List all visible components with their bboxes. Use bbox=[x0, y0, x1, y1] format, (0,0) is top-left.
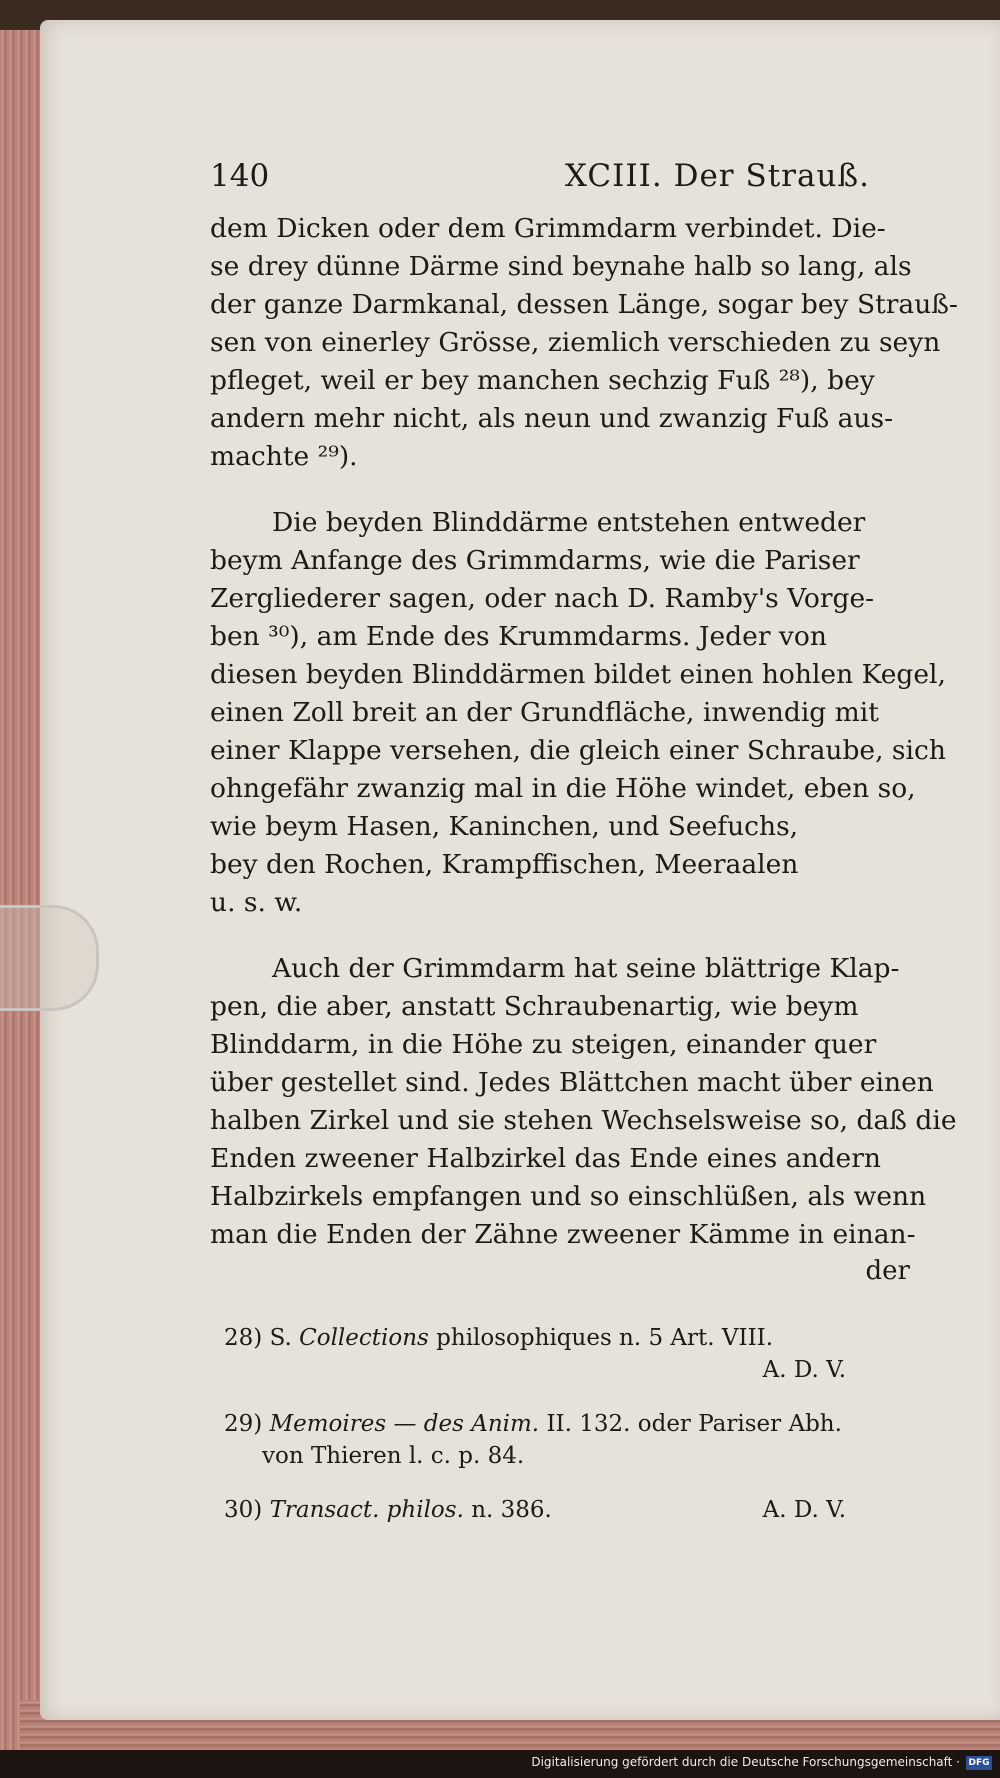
footnote-text: II. 132. oder Pariser Abh. bbox=[546, 1411, 842, 1437]
text-line: Zergliederer sagen, oder nach D. Ramby's Vorge- bbox=[210, 583, 875, 614]
text-line: einer Klappe versehen, die gleich einer Schraube, sich bbox=[210, 735, 946, 766]
paragraph-1 bbox=[210, 210, 958, 476]
footnote-source: Memoires — des Anim. bbox=[269, 1411, 540, 1437]
footnote-29 bbox=[224, 1408, 854, 1472]
footnote-28 bbox=[224, 1322, 854, 1386]
page-number: 140 bbox=[210, 158, 270, 194]
funding-credit: Digitalisierung gefördert durch die Deutsche Forschungsgemeinschaft · bbox=[531, 1755, 960, 1769]
text-line: Halbzirkels empfangen und so einschlüßen, als wenn bbox=[210, 1181, 927, 1212]
text-line: ohngefähr zwanzig mal in die Höhe windet, eben so, bbox=[210, 773, 916, 804]
text-line: ben ³⁰), am Ende des Krummdarms. Jeder von bbox=[210, 621, 827, 652]
digitization-footer bbox=[0, 1750, 1000, 1778]
text-line: pen, die aber, anstatt Schraubenartig, wie beym bbox=[210, 991, 859, 1022]
page-clip bbox=[0, 905, 99, 1011]
text-line: über gestellet sind. Jedes Blättchen macht über einen bbox=[210, 1067, 934, 1098]
page-text bbox=[210, 158, 958, 1286]
running-header bbox=[210, 158, 910, 194]
footnote-source: Transact. philos. bbox=[269, 1497, 464, 1523]
footnote-marker: 28) bbox=[224, 1325, 263, 1351]
footnote-source: Collections bbox=[299, 1325, 429, 1351]
text-line: Auch der Grimmdarm hat seine blättrige Klap- bbox=[272, 953, 900, 984]
text-line: wie beym Hasen, Kaninchen, und Seefuchs, bbox=[210, 811, 799, 842]
text-line: se drey dünne Därme sind beynahe halb so lang, als bbox=[210, 251, 912, 282]
footnote-prefix: S. bbox=[269, 1325, 292, 1351]
running-title: XCIII. Der Strauß. bbox=[564, 158, 870, 194]
footnote-text-continued: von Thieren l. c. p. 84. bbox=[262, 1443, 525, 1469]
footnotes bbox=[224, 1322, 854, 1548]
text-line: dem Dicken oder dem Grimmdarm verbindet. Die- bbox=[210, 213, 886, 244]
footnote-30 bbox=[224, 1494, 854, 1526]
text-line: einen Zoll breit an der Grundfläche, inwendig mit bbox=[210, 697, 879, 728]
footnote-text: n. 386. bbox=[471, 1497, 552, 1523]
text-line: sen von einerley Grösse, ziemlich verschieden zu seyn bbox=[210, 327, 941, 358]
catchword: der bbox=[865, 1256, 910, 1286]
footnote-signature: A. D. V. bbox=[762, 1497, 846, 1523]
footnote-marker: 29) bbox=[224, 1411, 263, 1437]
text-line: beym Anfange des Grimmdarms, wie die Pariser bbox=[210, 545, 860, 576]
text-line: Enden zweener Halbzirkel das Ende eines andern bbox=[210, 1143, 881, 1174]
text-line: bey den Rochen, Krampffischen, Meeraalen bbox=[210, 849, 799, 880]
text-line: diesen beyden Blinddärmen bildet einen hohlen Kegel, bbox=[210, 659, 946, 690]
text-line: der ganze Darmkanal, dessen Länge, sogar bey Strauß- bbox=[210, 289, 958, 320]
text-line: Die beyden Blinddärme entstehen entweder bbox=[272, 507, 866, 538]
paragraph-2 bbox=[210, 504, 946, 922]
text-line: halben Zirkel und sie stehen Wechselsweise so, daß die bbox=[210, 1105, 957, 1136]
footnote-text: philosophiques n. 5 Art. VIII. bbox=[436, 1325, 774, 1351]
text-line: machte ²⁹). bbox=[210, 441, 358, 472]
footnote-marker: 30) bbox=[224, 1497, 263, 1523]
text-line: u. s. w. bbox=[210, 887, 303, 918]
text-line: man die Enden der Zähne zweener Kämme in einan- bbox=[210, 1219, 916, 1250]
text-line: pfleget, weil er bey manchen sechzig Fuß ²⁸), bey bbox=[210, 365, 875, 396]
footnote-signature: A. D. V. bbox=[762, 1357, 846, 1383]
paragraph-3 bbox=[210, 950, 957, 1254]
dfg-logo: DFG bbox=[966, 1756, 992, 1770]
text-line: Blinddarm, in die Höhe zu steigen, einander quer bbox=[210, 1029, 877, 1060]
text-line: andern mehr nicht, als neun und zwanzig Fuß aus- bbox=[210, 403, 894, 434]
